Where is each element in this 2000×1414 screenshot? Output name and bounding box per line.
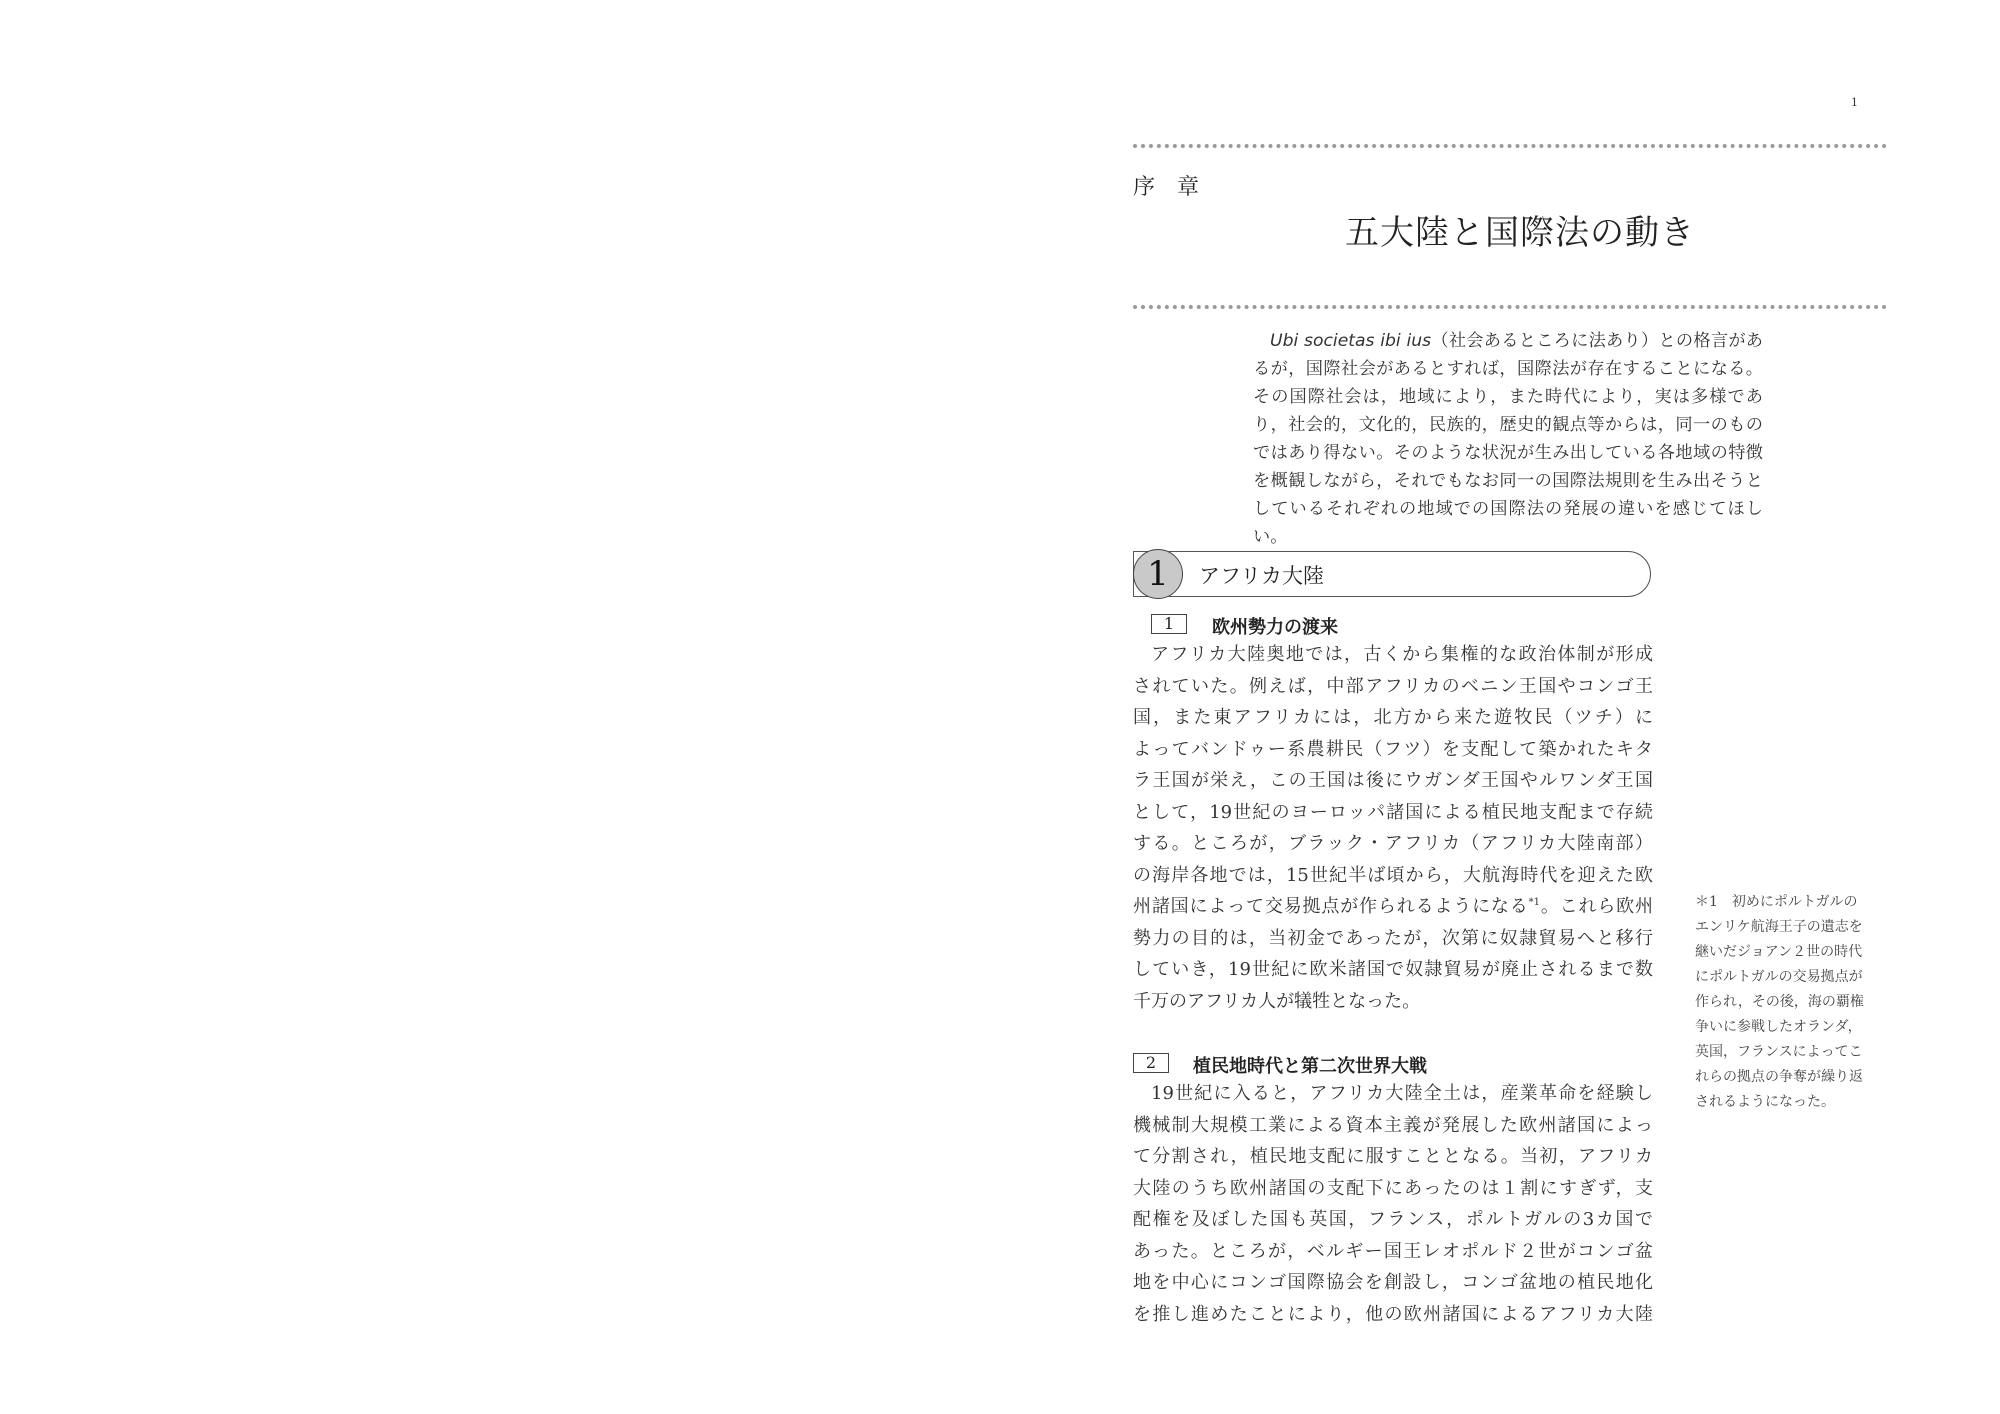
footnote-line: されるようになった。 [1695,1094,1835,1110]
body-line: していき，19世紀に欧米諸国で奴隷貿易が廃止されるまで数 [1133,959,1653,980]
body-line: 勢力の目的は，当初金であったが，次第に奴隷貿易へと移行 [1133,927,1653,949]
section-title: アフリカ大陸 [1199,564,1324,588]
body-line: アフリカ大陸奥地では，古くから集権的な政治体制が形成 [1151,644,1653,665]
margin-footnote [1695,890,1885,1115]
note-line-after: 。これら欧州 [1539,896,1654,917]
chapter-label: 序章 [1133,175,1222,200]
subsection-1-body [1133,639,1653,1017]
body-line: 機械制大規模工業による資本主義が発展した欧州諸国によっ [1133,1114,1653,1136]
section-number-circle: 1 [1133,549,1183,599]
body-line-with-footnote [1133,891,1653,923]
footnote-line: れらの拠点の争奪が繰り返 [1695,1069,1863,1085]
note-line-before: 州諸国によって交易拠点が作られるようになる [1133,896,1529,917]
intro-line: の国際社会は，地域により，また時代により，実は多様であり，社 [1253,387,1763,435]
intro-line: るが，国際社会があるとすれば，国際法が存在することになる。そ [1253,359,1763,407]
body-line: 19世紀に入ると，アフリカ大陸全土は，産業革命を経験し [1151,1083,1653,1104]
footnote-line: 争いに参戦したオランダ， [1695,1019,1862,1035]
body-line: を推し進めたことにより，他の欧州諸国によるアフリカ大陸 [1133,1303,1653,1325]
chapter-title: 五大陸と国際法の動き [1345,213,1695,253]
subsection-number-box: 2 [1133,1053,1169,1073]
top-dotted-rule [1133,144,1887,148]
body-line: の海岸各地では，15世紀半ば頃から，大航海時代を迎えた欧 [1133,864,1653,886]
body-line: 大陸のうち欧州諸国の支配下にあったのは１割にすぎず，支 [1133,1177,1653,1199]
body-line: あった。ところが，ベルギー国王レオポルド２世がコンゴ盆 [1133,1240,1653,1262]
footnote-line: 継いだジョアン２世の時代 [1695,944,1863,960]
body-line: ラ王国が栄え，この王国は後にウガンダ王国やルワンダ王国 [1133,770,1653,791]
intro-line: ぞれの地域での国際法の発展の違いを感じてほしい。 [1253,499,1763,547]
body-line: て分割され，植民地支配に服すこととなる。当初，アフリカ [1133,1146,1653,1167]
footnote-line: 作られ，その後，海の覇権 [1695,994,1864,1010]
body-line: 配権を及ぼした国も英国，フランス，ポルトガルの3カ国で [1133,1209,1653,1230]
intro-line: 得ない。そのような状況が生み出している各地域の特徴を概観しな [1253,443,1763,491]
chapter-intro [1253,327,1763,551]
body-line: として，19世紀のヨーロッパ諸国による植民地支配まで存続 [1133,801,1653,823]
page-number: 1 [1851,96,1858,109]
footnote-line: 英国，フランスによってこ [1695,1044,1863,1060]
body-line: 地を中心にコンゴ国際協会を創設し，コンゴ盆地の植民地化 [1133,1272,1653,1293]
subsection-2-body [1133,1078,1653,1330]
footnote-line: にポルトガルの交易拠点が [1695,969,1863,985]
footnote-line: ＊1 初めにポルトガルの [1695,894,1858,910]
subsection-number-box: 1 [1151,614,1187,634]
body-line: よってバンドゥー系農耕民（フツ）を支配して築かれたキタ [1133,738,1653,760]
subsection-title: 欧州勢力の渡来 [1212,617,1338,638]
body-line: 国，また東アフリカには，北方から来た遊牧民（ツチ）に [1133,707,1653,728]
body-line: 千万のアフリカ人が犠牲となった。 [1133,990,1421,1012]
footnote-line: エンリケ航海王子の遺志を [1695,919,1863,935]
intro-line: 会的，文化的，民族的，歴史的観点等からは，同一のものではあり [1253,415,1763,463]
intro-line: がら，それでもなお同一の国際法規則を生み出そうとしているそれ [1253,471,1763,519]
intro-latin-phrase: Ubi societas ibi ius [1270,331,1432,351]
footnote-marker[interactable]: *1 [1528,897,1540,908]
body-line: する。ところが，ブラック・アフリカ（アフリカ大陸南部） [1133,833,1653,854]
body-line: されていた。例えば，中部アフリカのベニン王国やコンゴ王 [1133,675,1653,697]
bottom-dotted-rule [1133,305,1887,309]
subsection-title: 植民地時代と第二次世界大戦 [1193,1056,1427,1077]
intro-first-line: （社会あるところに法あり）との格言があ [1431,331,1763,351]
